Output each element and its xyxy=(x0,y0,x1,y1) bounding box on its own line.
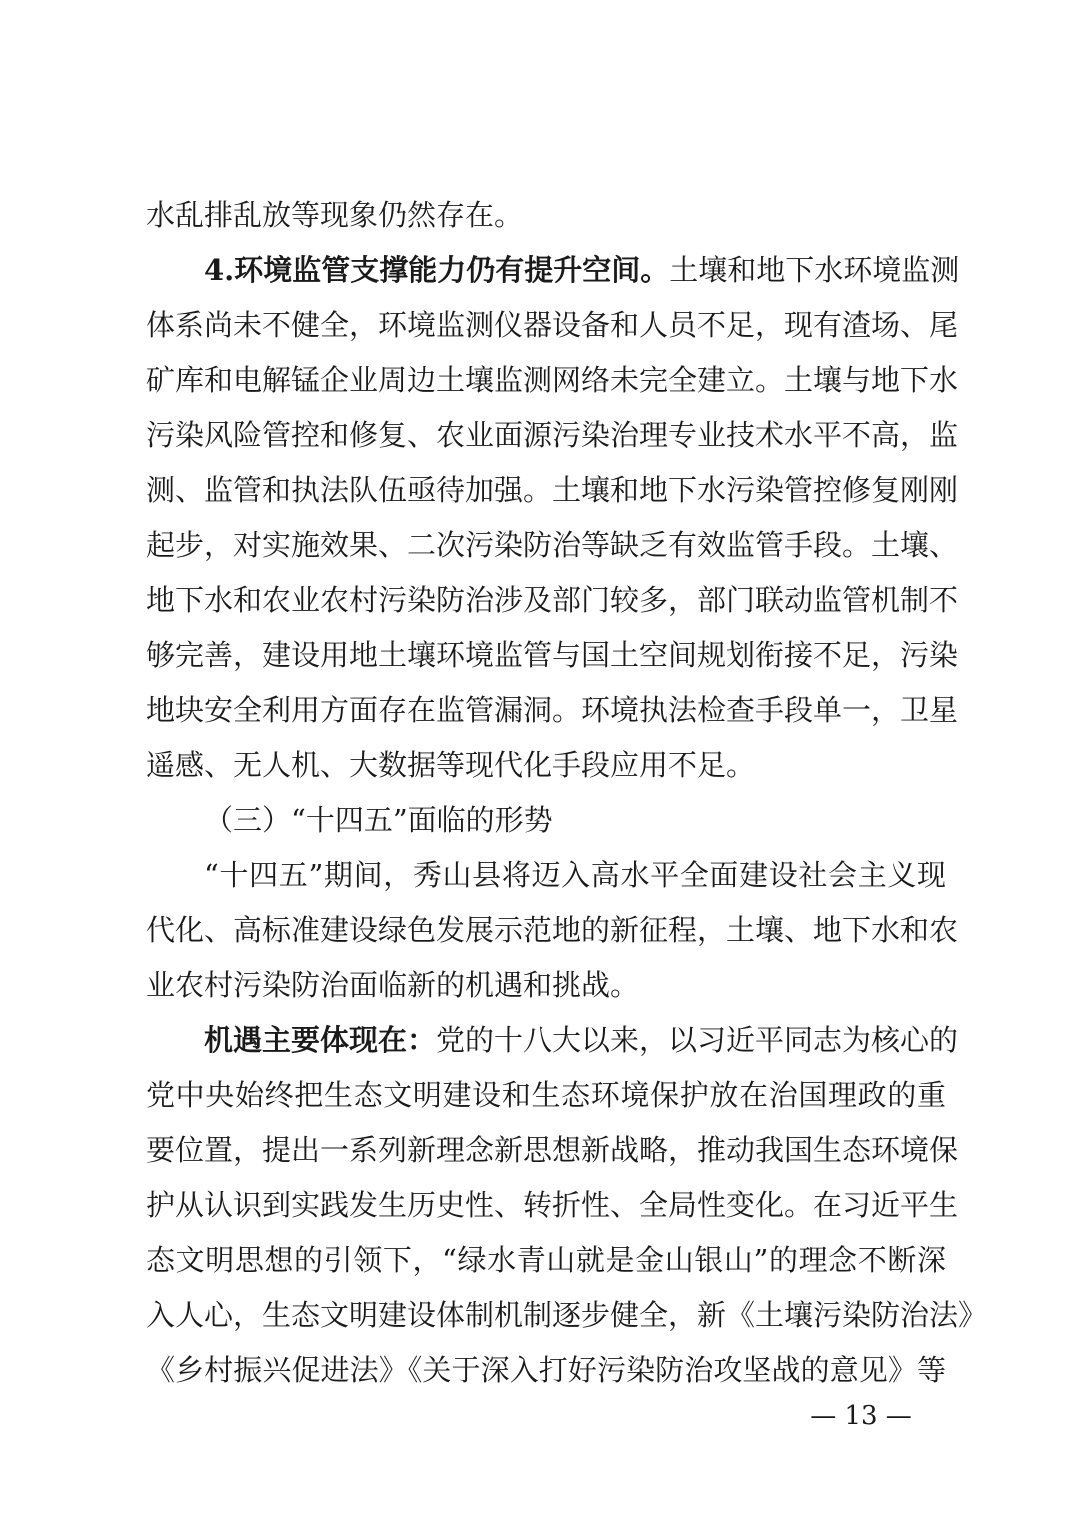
paragraph-line xyxy=(146,685,959,735)
subsection-heading: 4.环境监管支撑能力仍有提升空间。 xyxy=(204,253,670,287)
line-text: 护从认识到实践发生历史性、转折性、全局性变化。在习近平生 xyxy=(146,1188,959,1222)
line-text: 遥感、无人机、大数据等现代化手段应用不足。 xyxy=(146,748,756,782)
paragraph-line xyxy=(146,1180,959,1230)
line-text: 党的十八大以来，以习近平同志为核心的 xyxy=(436,1023,959,1057)
line-text: 党中央始终把生态文明建设和生态环境保护放在治国理政的重 xyxy=(146,1078,946,1112)
line-text: 污染风险管控和修复、农业面源污染治理专业技术水平不高，监 xyxy=(146,418,959,452)
line-text: “十四五”期间，秀山县将迈入高水平全面建设社会主义现 xyxy=(204,858,946,892)
paragraph-line xyxy=(146,520,959,570)
paragraph-line xyxy=(146,190,946,240)
line-text: 地下水和农业农村污染防治涉及部门较多，部门联动监管机制不 xyxy=(146,583,959,617)
paragraph-line xyxy=(146,410,959,460)
paragraph-line xyxy=(146,355,959,405)
paragraph-line xyxy=(146,1290,988,1340)
paragraph-line xyxy=(146,960,946,1010)
line-text: 代化、高标准建设绿色发展示范地的新征程，土壤、地下水和农 xyxy=(146,913,959,947)
line-text: 《乡村振兴促进法》《关于深入打好污染防治攻坚战的意见》等 xyxy=(146,1353,946,1387)
paragraph-line xyxy=(146,575,959,625)
line-text: 入人心，生态文明建设体制机制逐步健全，新《土壤污染防治法》 xyxy=(146,1298,988,1332)
line-text: 土壤和地下水环境监测 xyxy=(669,253,960,287)
line-text: 业农村污染防治面临新的机遇和挑战。 xyxy=(146,968,640,1002)
paragraph-line xyxy=(204,850,946,900)
line-text: 体系尚未不健全，环境监测仪器设备和人员不足，现有渣场、尾 xyxy=(146,308,959,342)
section-heading xyxy=(204,795,946,845)
line-text: 要位置，提出一系列新理念新思想新战略，推动我国生态环境保 xyxy=(146,1133,959,1167)
line-text: 测、监管和执法队伍亟待加强。土壤和地下水污染管控修复刚刚 xyxy=(146,473,959,507)
page-number: — 13 — xyxy=(810,1401,912,1431)
paragraph-line xyxy=(146,465,959,515)
paragraph-line xyxy=(146,1235,946,1285)
line-text: 态文明思想的引领下，“绿水青山就是金山银山”的理念不断深 xyxy=(146,1243,946,1277)
line-text: 矿库和电解锰企业周边土壤监测网络未完全建立。土壤与地下水 xyxy=(146,363,959,397)
line-text: 地块安全利用方面存在监管漏洞。环境执法检查手段单一，卫星 xyxy=(146,693,959,727)
section-heading-text: （三）“十四五”面临的形势 xyxy=(204,803,553,837)
line-text: 够完善，建设用地土壤环境监管与国土空间规划衔接不足，污染 xyxy=(146,638,959,672)
paragraph-line xyxy=(204,1015,959,1065)
line-text: 水乱排乱放等现象仍然存在。 xyxy=(146,198,524,232)
paragraph-line xyxy=(146,630,959,680)
paragraph-line xyxy=(146,905,959,955)
paragraph-line xyxy=(146,740,946,790)
paragraph-line xyxy=(146,1125,959,1175)
paragraph-line xyxy=(204,245,960,295)
line-text: 起步，对实施效果、二次污染防治等缺乏有效监管手段。土壤、 xyxy=(146,528,959,562)
paragraph-line xyxy=(146,1070,946,1120)
paragraph-line xyxy=(146,300,959,350)
lead-in-bold: 机遇主要体现在： xyxy=(204,1023,437,1057)
paragraph-line xyxy=(146,1345,946,1395)
